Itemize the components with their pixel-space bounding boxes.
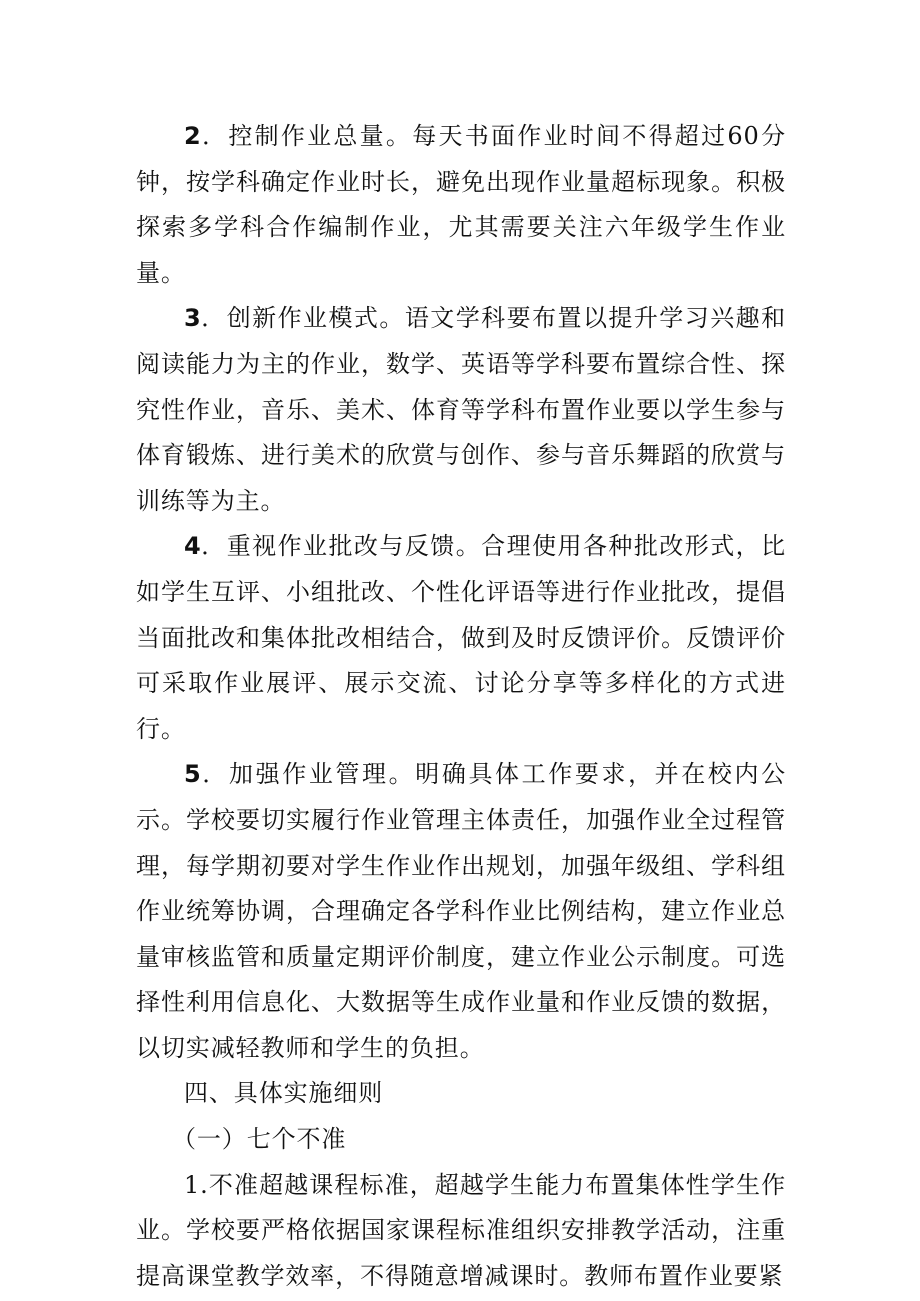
paragraph-text: ．创新作业模式。语文学科要布置以提升学习兴趣和阅读能力为主的作业，数学、英语等学科要布置综合性、探究性作业，音乐、美术、体育等学科布置作业要以学生参与体育锻炼、进行美术的欣赏与创作、参与音乐舞蹈的欣赏与训练等为主。 [136, 304, 786, 515]
paragraph-number: 2 [184, 122, 201, 150]
paragraph-homework-correction-feedback [136, 524, 786, 752]
paragraph-text: ．控制作业总量。每天书面作业时间不得超过60分钟，按学科确定作业时长，避免出现作业量超标现象。积极探索多学科合作编制作业，尤其需要关注六年级学生作业量。 [136, 122, 786, 287]
paragraph-innovate-homework-mode [136, 296, 786, 524]
section-heading: 四、具体实施细则 [184, 1079, 384, 1108]
paragraph-strengthen-homework-management [136, 752, 786, 1071]
document-page [136, 114, 786, 1299]
paragraph-number: 5 [184, 760, 201, 789]
paragraph-text: ．重视作业批改与反馈。合理使用各种批改形式，比如学生互评、小组批改、个性化评语等进行作业批改，提倡当面批改和集体批改相结合，做到及时反馈评价。反馈评价可采取作业展评、展示交流、讨论分享等多样化的方式进行。 [136, 532, 786, 743]
paragraph-number: 3 [184, 304, 201, 333]
paragraph-rule-one: 1.不准超越课程标准，超越学生能力布置集体性学生作业。学校要严格依据国家课程标准组织安排教学活动，注重提高课堂教学效率，不得随意增减课时。教师布置作业要紧 [136, 1170, 786, 1290]
subsection-heading: （一）七个不准 [172, 1125, 347, 1154]
paragraph-text: ．加强作业管理。明确具体工作要求，并在校内公示。学校要切实履行作业管理主体责任，加强作业全过程管理，每学期初要对学生作业作出规划，加强年级组、学科组作业统筹协调，合理确定各学科作业比例结构，建立作业总量审核监管和质量定期评价制度，建立作业公示制度。可选择性利用信息化、大数据等生成作业量和作业反馈的数据，以切实减轻教师和学生的负担。 [136, 760, 786, 1062]
paragraph-number: 4 [184, 532, 201, 561]
paragraph-control-homework-total [136, 114, 786, 296]
